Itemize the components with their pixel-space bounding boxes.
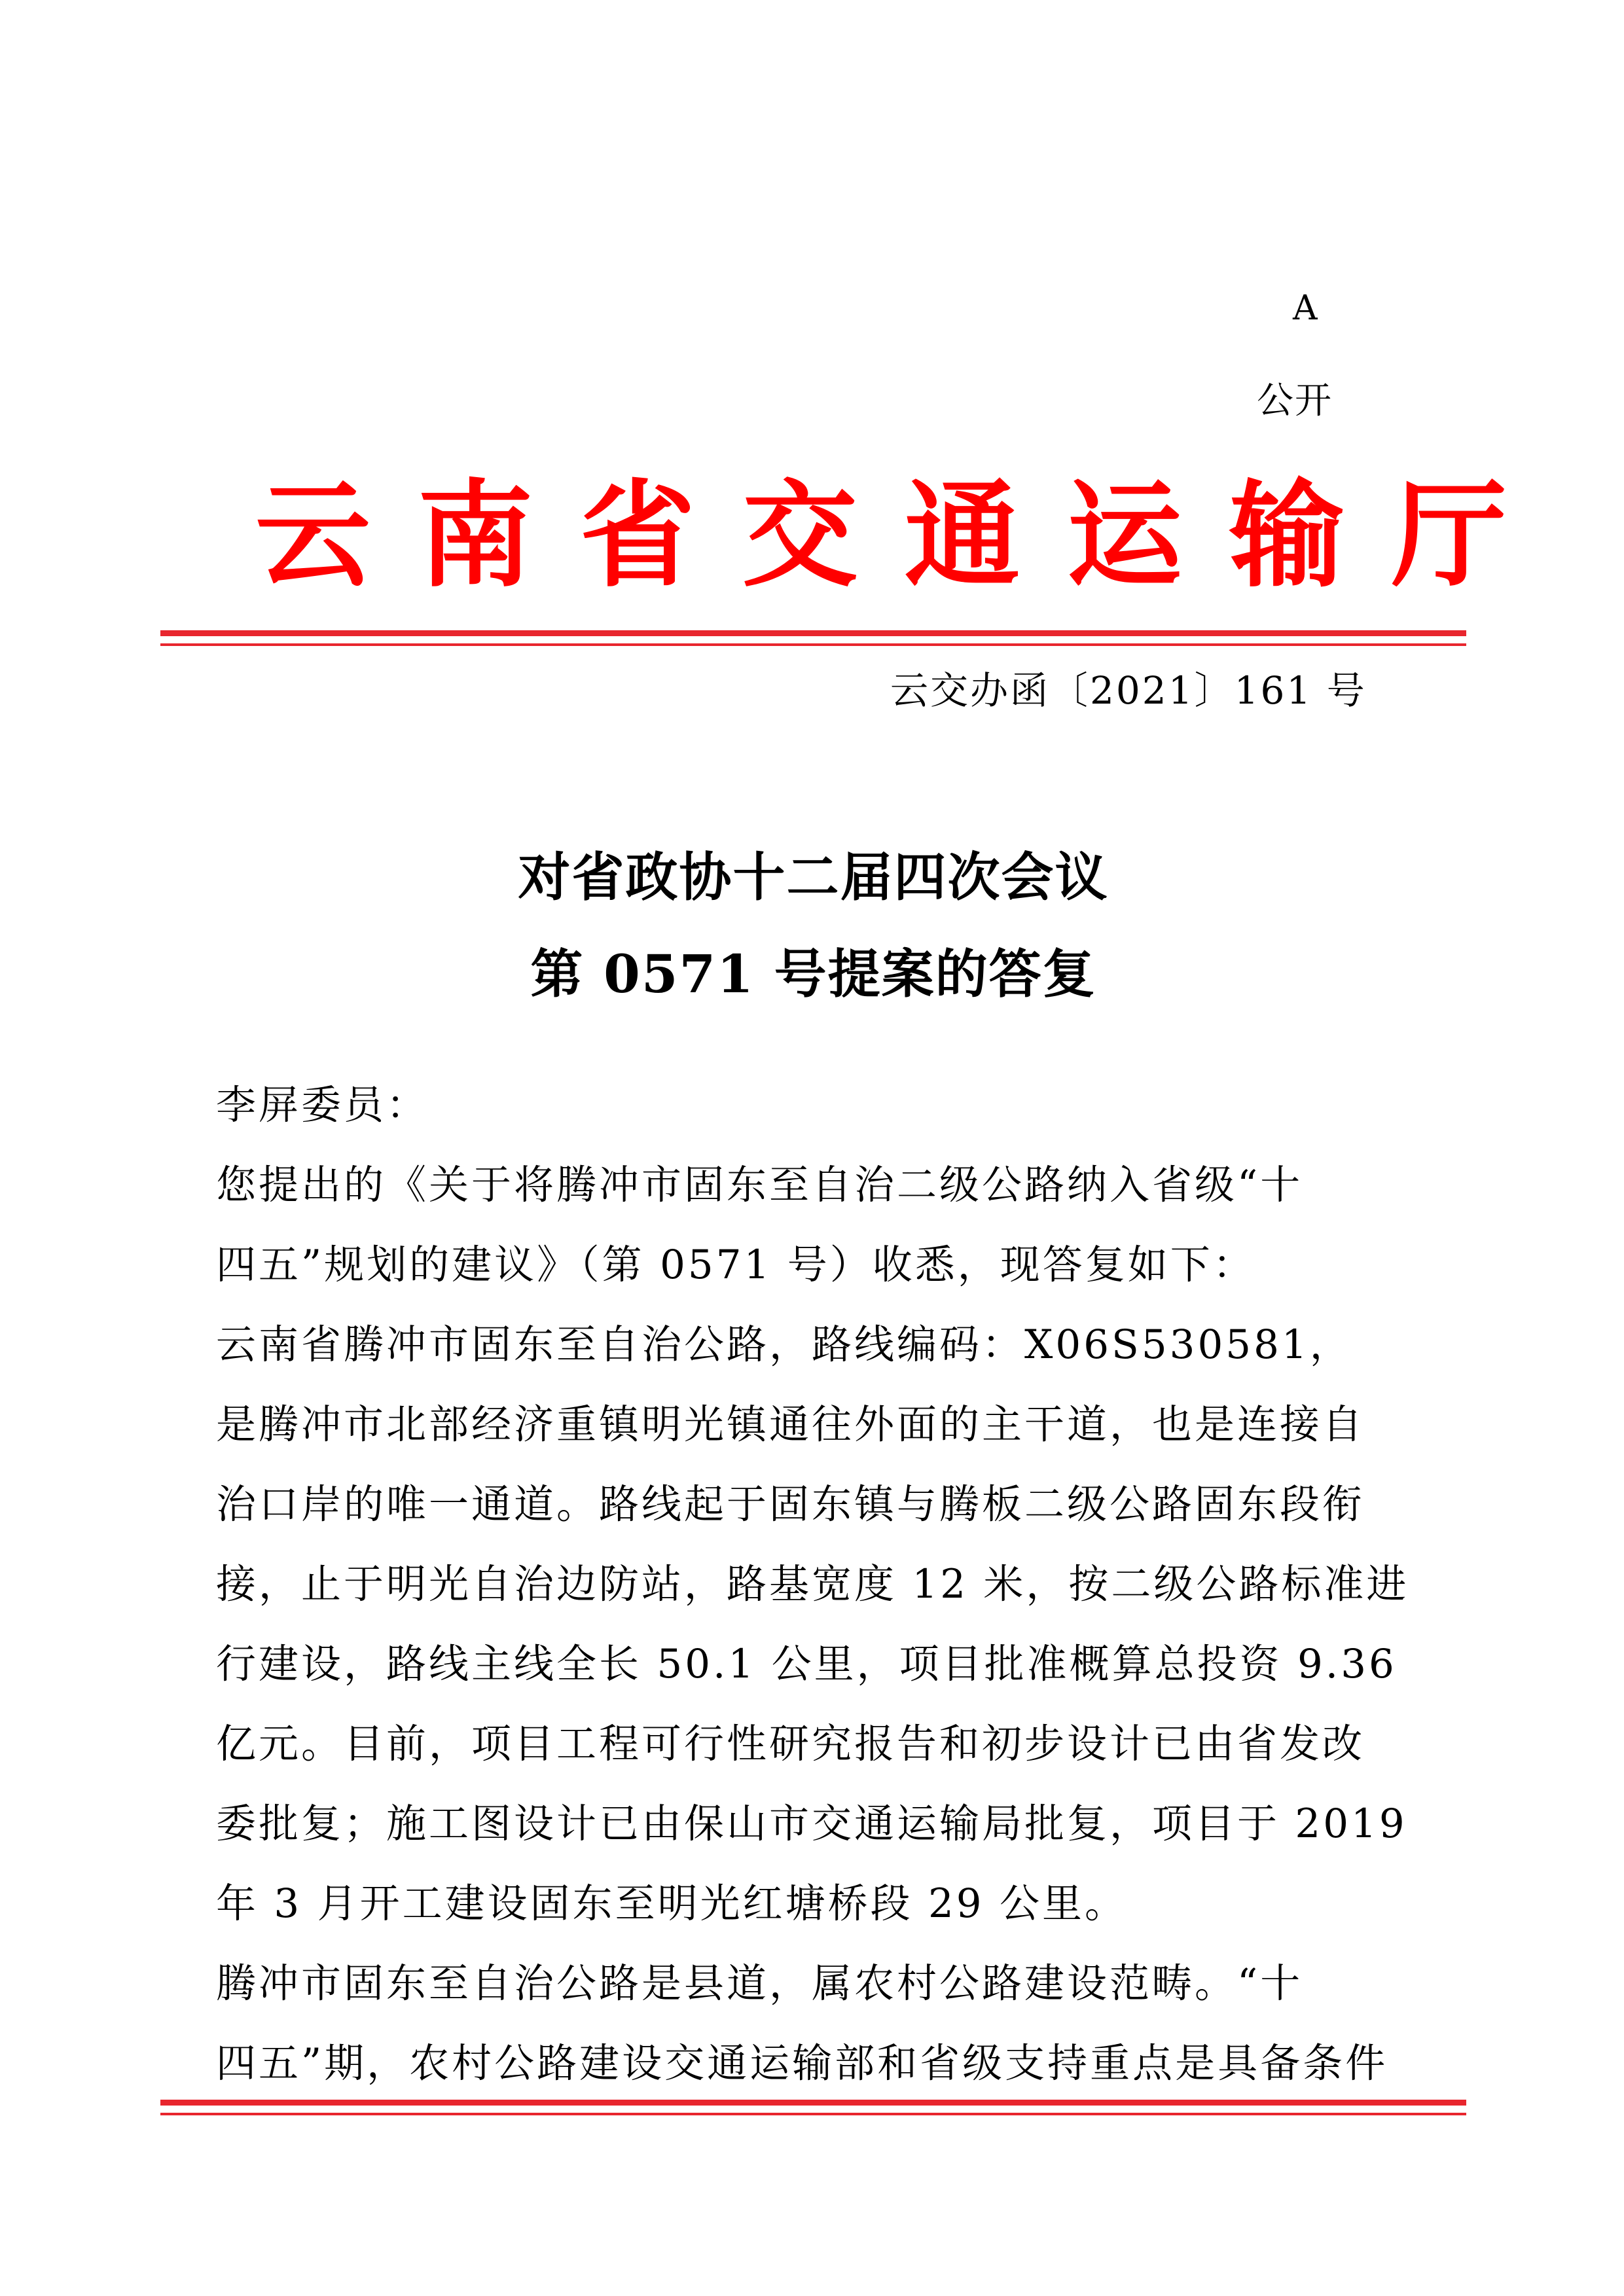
header-rule-thin (160, 643, 1466, 646)
document-number: 云交办函〔2021〕161 号 (890, 668, 1367, 713)
footer-rule-thin (160, 2113, 1466, 2115)
footer-rule-thick (160, 2100, 1466, 2106)
body-line: 云南省腾冲市固东至自治公路，路线编码：X06S530581， (216, 1321, 1352, 1368)
agency-title: 云南省交通运输厅 (255, 467, 1555, 603)
body-line: 行建设，路线主线全长 50.1 公里，项目批准概算总投资 9.36 (216, 1641, 1397, 1687)
body-line: 接，止于明光自治边防站，路基宽度 12 米，按二级公路标准进 (216, 1561, 1409, 1607)
body-line: 您提出的《关于将腾冲市固东至自治二级公路纳入省级“十 (216, 1162, 1303, 1208)
body-line: 四五”规划的建议》（第 0571 号）收悉，现答复如下： (216, 1242, 1255, 1288)
body-line: 年 3 月开工建设固东至明光红塘桥段 29 公里。 (216, 1880, 1127, 1927)
body-line: 委批复；施工图设计已由保山市交通运输局批复，项目于 2019 (216, 1801, 1407, 1847)
salutation: 李屏委员： (216, 1082, 429, 1128)
document-title-line-1: 对省政协十二届四次会议 (518, 846, 1109, 908)
body-line: 腾冲市固东至自治公路是县道，属农村公路建设范畴。“十 (216, 1960, 1303, 2007)
body-line: 四五”期，农村公路建设交通运输部和省级支持重点是具备条件 (216, 2040, 1388, 2087)
body-line: 亿元。目前，项目工程可行性研究报告和初步设计已由省发改 (216, 1721, 1365, 1767)
classification-mark: A (1293, 289, 1318, 328)
body-line: 治口岸的唯一通道。路线起于固东镇与腾板二级公路固东段衔 (216, 1481, 1365, 1528)
header-rule-thick (160, 630, 1466, 636)
document-title-line-2: 第 0571 号提案的答复 (530, 943, 1096, 1005)
publicity-mark: 公开 (1257, 380, 1333, 422)
body-line: 是腾冲市北部经济重镇明光镇通往外面的主干道，也是连接自 (216, 1401, 1365, 1448)
